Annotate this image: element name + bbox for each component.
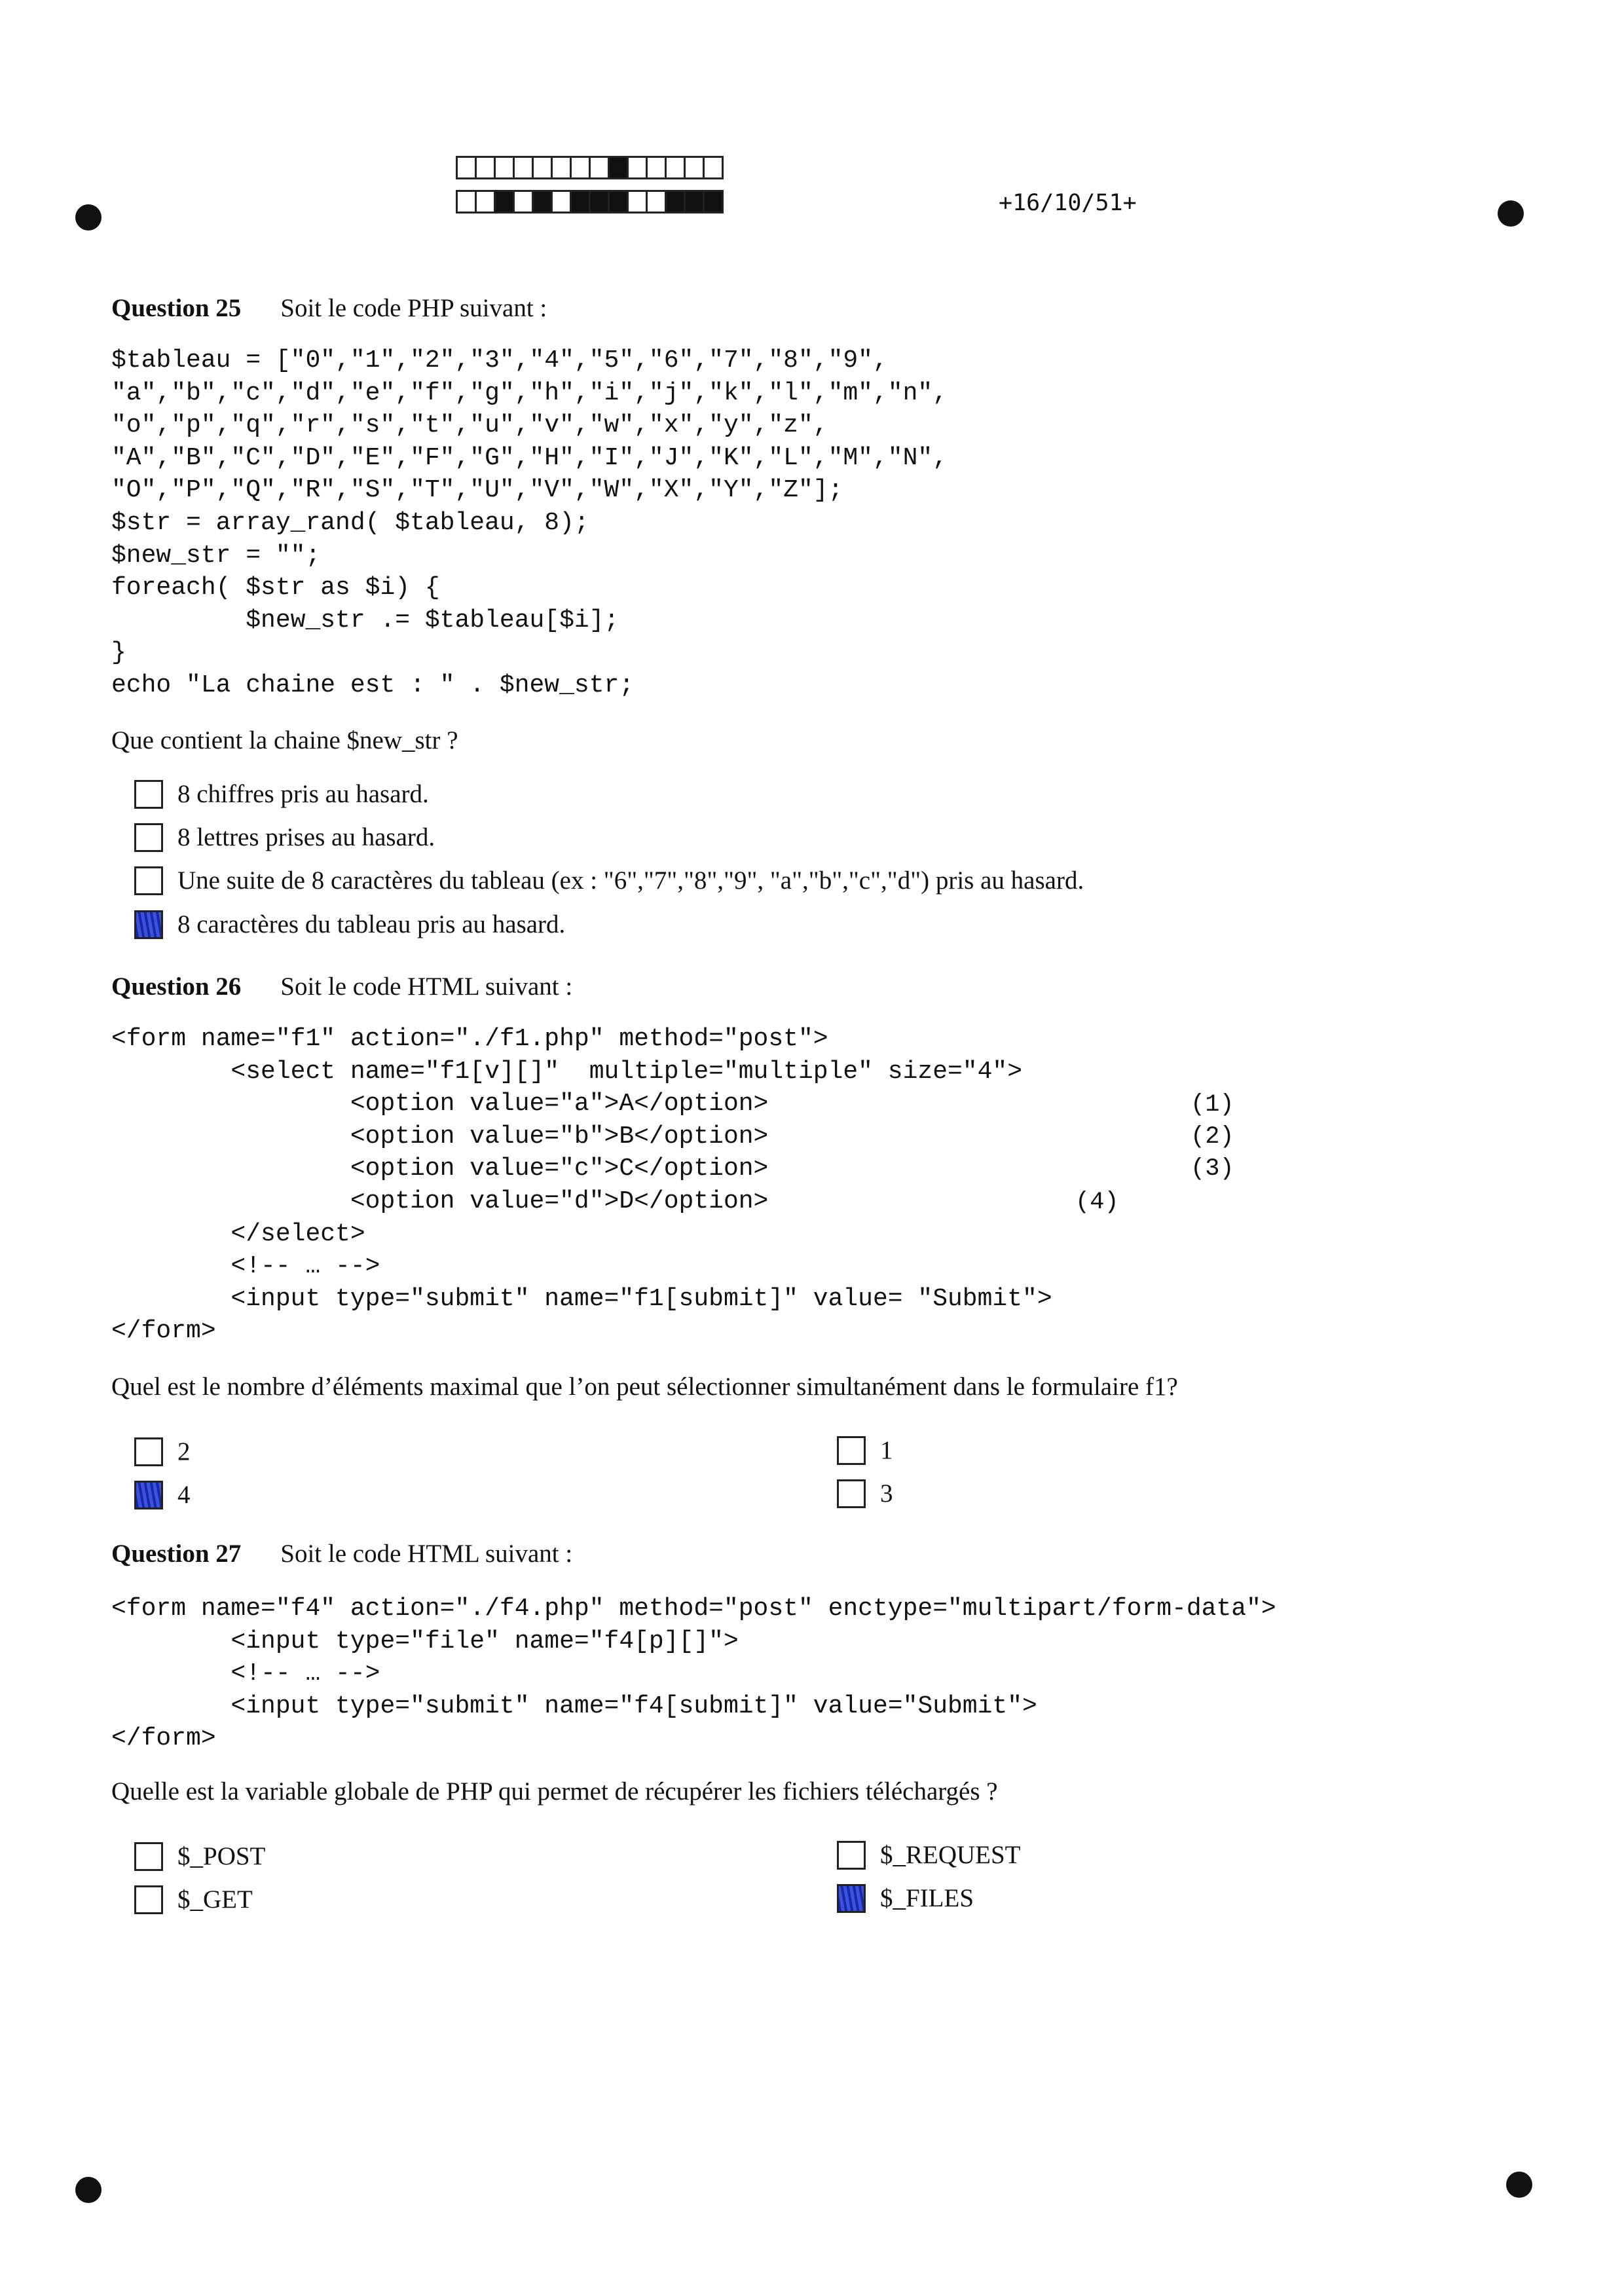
checkbox-checked[interactable] — [134, 1481, 163, 1509]
question-25-header — [111, 293, 547, 323]
answer-label: $_POST — [177, 1842, 266, 1870]
question-number: Question 27 — [111, 1540, 242, 1568]
barcode-row-2 — [456, 190, 722, 213]
line-number: (3) — [1190, 1155, 1234, 1183]
html-code-block: <form name="f1" action="./f1.php" method="post"> <select name="f1[v][]" multiple="multiple" size="4"> <option value="a">A</option> <option value="b">B</option> <option value="c">C</option> <option value="d">D</option> </select> <!-- … --> <input type="submit" name="f1[submit]" value= "Submit"> </form> — [111, 1025, 1052, 1346]
checkbox[interactable] — [837, 1436, 866, 1465]
registration-mark-bottom-left — [75, 2177, 101, 2203]
answer-choice[interactable] — [134, 1842, 265, 1871]
question-title: Soit le code PHP suivant : — [280, 294, 547, 322]
answer-label: $_GET — [177, 1885, 253, 1914]
answer-label: 8 lettres prises au hasard. — [177, 823, 435, 851]
answer-choice[interactable] — [134, 779, 429, 809]
checkbox[interactable] — [134, 823, 163, 852]
answer-choice[interactable] — [134, 823, 435, 852]
question-27-prompt: Quelle est la variable globale de PHP qui permet de récupérer les fichiers téléchargés ? — [111, 1777, 998, 1805]
registration-mark-bottom-right — [1506, 2172, 1532, 2198]
barcode-row-1 — [456, 156, 722, 179]
checkbox[interactable] — [134, 1842, 163, 1871]
checkbox[interactable] — [837, 1841, 866, 1870]
line-number: (1) — [1190, 1091, 1234, 1119]
checkbox[interactable] — [134, 1437, 163, 1466]
answer-choice[interactable] — [134, 866, 1084, 895]
question-27-header — [111, 1539, 572, 1568]
question-title: Soit le code HTML suivant : — [280, 972, 573, 1001]
answer-label: 8 caractères du tableau pris au hasard. — [177, 910, 566, 938]
registration-mark-top-left — [75, 204, 101, 231]
answer-choice[interactable] — [837, 1479, 893, 1508]
line-number: (2) — [1190, 1123, 1234, 1151]
answer-choice[interactable] — [134, 910, 565, 939]
checkbox-checked[interactable] — [134, 910, 163, 939]
question-26-prompt: Quel est le nombre d’éléments maximal que l’on peut sélectionner simultanément dans le formulaire f1? — [111, 1373, 1178, 1401]
answer-choice[interactable] — [837, 1840, 1021, 1870]
answer-choice[interactable] — [837, 1435, 893, 1465]
answer-choice[interactable] — [134, 1480, 191, 1509]
question-number: Question 26 — [111, 972, 242, 1001]
answer-choice[interactable] — [837, 1883, 974, 1913]
answer-label: 8 chiffres pris au hasard. — [177, 780, 429, 808]
checkbox-checked[interactable] — [837, 1884, 866, 1913]
question-number: Question 25 — [111, 294, 242, 322]
answer-label: 1 — [880, 1436, 893, 1464]
answer-choice[interactable] — [134, 1437, 191, 1466]
answer-choice[interactable] — [134, 1885, 253, 1914]
question-25-prompt: Que contient la chaine $new_str ? — [111, 726, 458, 754]
checkbox[interactable] — [134, 866, 163, 895]
checkbox[interactable] — [837, 1479, 866, 1508]
checkbox[interactable] — [134, 1885, 163, 1914]
answer-label: $_REQUEST — [880, 1841, 1021, 1869]
answer-label: 4 — [177, 1481, 191, 1509]
line-number: (4) — [1075, 1189, 1119, 1216]
question-title: Soit le code HTML suivant : — [280, 1540, 573, 1568]
answer-label: Une suite de 8 caractères du tableau (ex : "6","7","8","9", "a","b","c","d") pris au hasard. — [177, 866, 1084, 895]
answer-label: $_FILES — [880, 1884, 974, 1912]
answer-label: 2 — [177, 1437, 191, 1466]
html-code-block: <form name="f4" action="./f4.php" method="post" enctype="multipart/form-data"> <input type="file" name="f4[p][]"> <!-- … --> <input type="submit" name="f4[submit]" value="Submit"> </form> — [111, 1595, 1276, 1753]
question-26-header — [111, 972, 572, 1001]
answer-label: 3 — [880, 1479, 893, 1508]
php-code-block: $tableau = ["0","1","2","3","4","5","6","7","8","9", "a","b","c","d","e","f","g","h","i","j","k","l","m","n", "o","p","q","r","s","t","u","v","w","x","y","z", "A","B","C","D","E","F","G","H","I","J","K","L","M","N", "O","P","Q","R","S","T","U","V","W","X","Y","Z"]; $str = array_rand( $tableau, 8); $new_str = ""; foreach( $str as $i) { $new_str .= $tableau[$i]; } echo "La chaine est : " . $new_str; — [111, 346, 948, 699]
sheet-id: +16/10/51+ — [999, 190, 1137, 216]
registration-mark-top-right — [1498, 200, 1524, 227]
checkbox[interactable] — [134, 780, 163, 809]
